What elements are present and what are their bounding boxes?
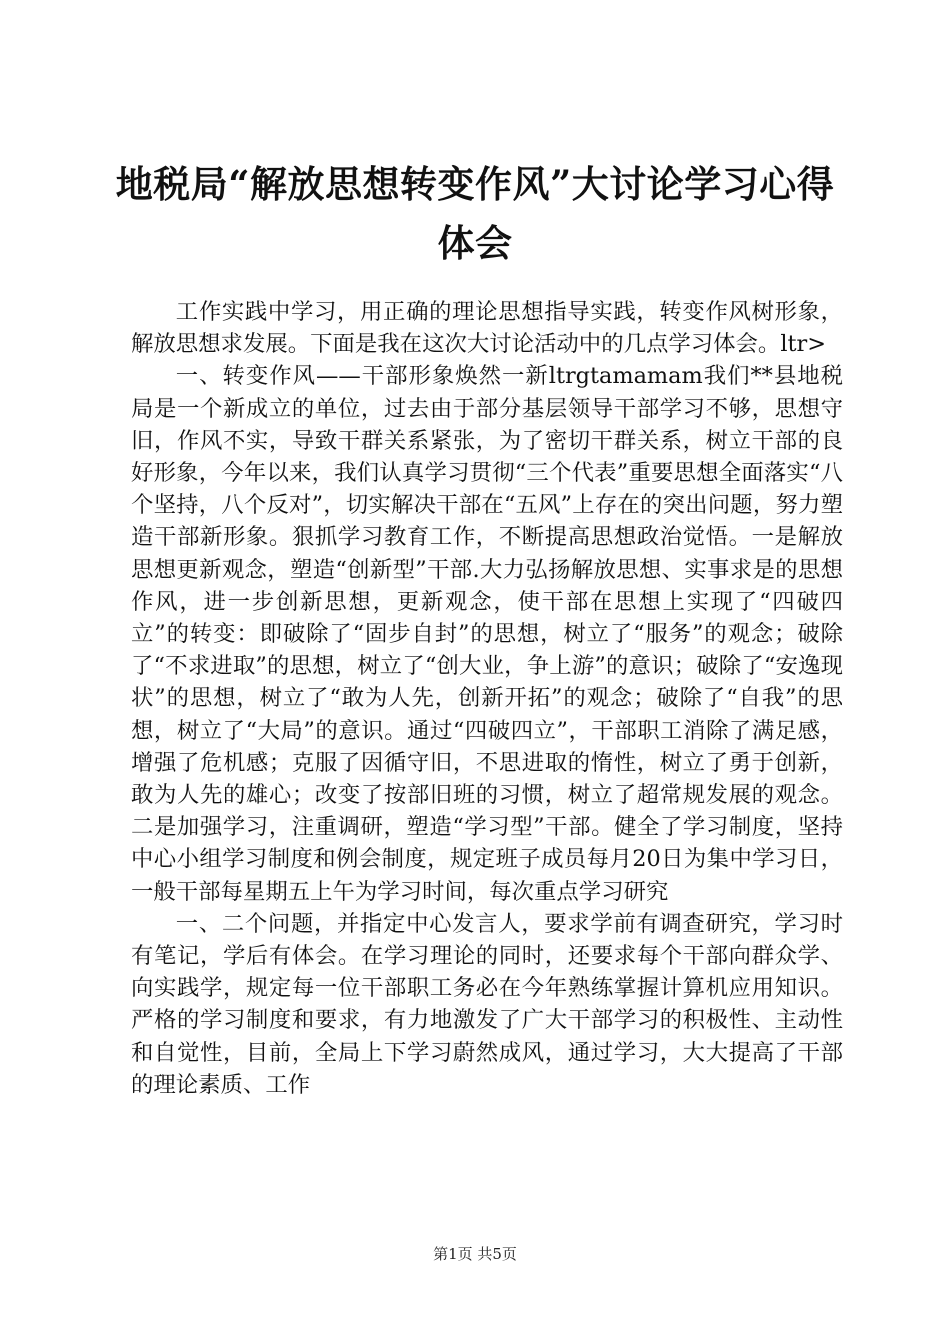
document-title: 地税局“解放思想转变作风”大讨论学习心得 [115,162,835,206]
document-title-continued: 体会 [437,221,513,265]
paragraph-continued: 一、二个问题，并指定中心发言人，要求学前有调查研究，学习时有笔记，学后有体会。在学习理论的同时，还要求每个干部向群众学、向实践学，规定每一位干部职工务必在今年熟练掌握计算机应用知识。严格的学习制度和要求，有力地激发了广大干部学习的积极性、主动性和自觉性，目前，全局上下学习蔚然成风，通过学习，大大提高了干部的理论素质、工作 [131,910,843,1098]
paragraph-intro: 工作实践中学习，用正确的理论思想指导实践，转变作风树形象，解放思想求发展。下面是我在这次大讨论活动中的几点学习体会。ltr> [131,299,843,358]
page-number-footer: 第1页 共5页 [433,1245,517,1263]
paragraph-section-one: 一、转变作风——干部形象焕然一新ltrgtamamam我们**县地税局是一个新成立的单位，过去由于部分基层领导干部学习不够，思想守旧，作风不实，导致干群关系紧张，为了密切干群关系，树立干部的良好形象，今年以来，我们认真学习贯彻“三个代表”重要思想全面落实“八个坚持，八个反对”，切实解决干部在“五风”上存在的突出问题，努力塑造干部新形象。狠抓学习教育工作，不断提高思想政治觉悟。一是解放思想更新观念，塑造“创新型”干部.大力弘扬解放思想、实事求是的思想作风，进一步创新思想，更新观念，使干部在思想上实现了“四破四立”的转变：即破除了“固步自封”的思想，树立了“服务”的观念；破除了“不求进取”的思想，树立了“创大业，争上游”的意识；破除了“安逸现状”的思想，树立了“敢为人先，创新开拓”的观念；破除了“自我”的思想，树立了“大局”的意识。通过“四破四立”，干部职工消除了满足感，增强了危机感；克服了因循守旧，不思进取的惰性，树立了勇于创新，敢为人先的雄心；改变了按部旧班的习惯，树立了超常规发展的观念。二是加强学习，注重调研，塑造“学习型”干部。健全了学习制度，坚持中心小组学习制度和例会制度，规定班子成员每月20日为集中学习日，一般干部每星期五上午为学习时间，每次重点学习研究 [131,363,843,905]
document-body [131,296,843,1101]
